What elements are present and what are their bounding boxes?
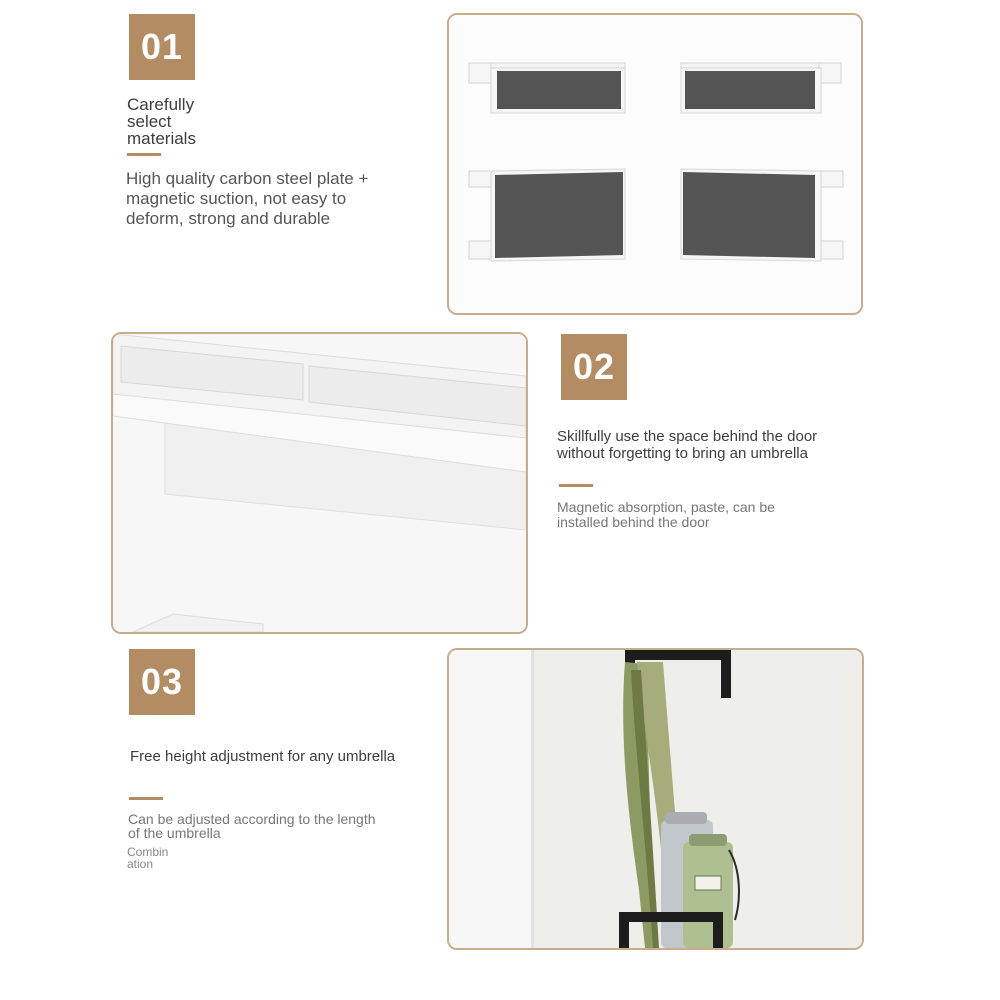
magnet-brackets-photo <box>447 13 863 315</box>
section-02-divider <box>559 484 593 487</box>
section-02-desc-line: installed behind the door <box>557 514 710 530</box>
section-02-number: 02 <box>572 346 616 387</box>
section-03-extra-line: ation <box>127 857 154 871</box>
section-03-extra-line: Combin <box>127 845 169 859</box>
section-03-number: 03 <box>140 661 184 702</box>
umbrella-holder-illustration <box>449 650 862 948</box>
section-02-description <box>557 500 775 530</box>
section-01-badge <box>129 14 195 80</box>
section-03-title-line: Free height adjustment for any umbrella <box>130 748 396 765</box>
section-02-title-line: without forgetting to bring an umbrella <box>557 445 808 462</box>
section-03-desc-line: of the umbrella <box>128 825 221 841</box>
section-02-title-line: Skillfully use the space behind the door <box>557 428 818 445</box>
section-03-divider <box>129 797 163 800</box>
section-01-title-line: Carefully <box>127 95 195 114</box>
section-01-title <box>127 96 196 147</box>
section-02-desc-line: Magnetic absorption, paste, can be <box>557 499 775 515</box>
section-01-divider <box>127 153 161 156</box>
section-02-badge <box>561 334 627 400</box>
white-shelf-illustration <box>113 334 526 632</box>
section-03-extra <box>127 846 168 870</box>
white-shelf-photo <box>111 332 528 634</box>
section-03-description <box>128 812 376 840</box>
section-02-title <box>557 428 817 462</box>
tall-bracket-right <box>681 169 843 261</box>
section-01-number: 01 <box>140 26 184 67</box>
magnet-brackets-illustration <box>449 15 861 313</box>
umbrella-holder-photo <box>447 648 864 950</box>
section-01-title-line: select <box>127 112 172 131</box>
section-01-desc-line: magnetic suction, not easy to <box>126 189 347 208</box>
tall-bracket-left <box>469 169 625 261</box>
section-03-badge <box>129 649 195 715</box>
short-bracket-right <box>681 63 841 113</box>
section-01-desc-line: deform, strong and durable <box>126 209 331 228</box>
section-03-title <box>130 748 395 766</box>
section-03-desc-line: Can be adjusted according to the length <box>128 811 376 827</box>
section-01-desc-line: High quality carbon steel plate + <box>126 169 369 188</box>
section-01-description <box>126 169 368 229</box>
short-bracket-left <box>469 63 625 113</box>
section-01-title-line: materials <box>127 129 196 148</box>
